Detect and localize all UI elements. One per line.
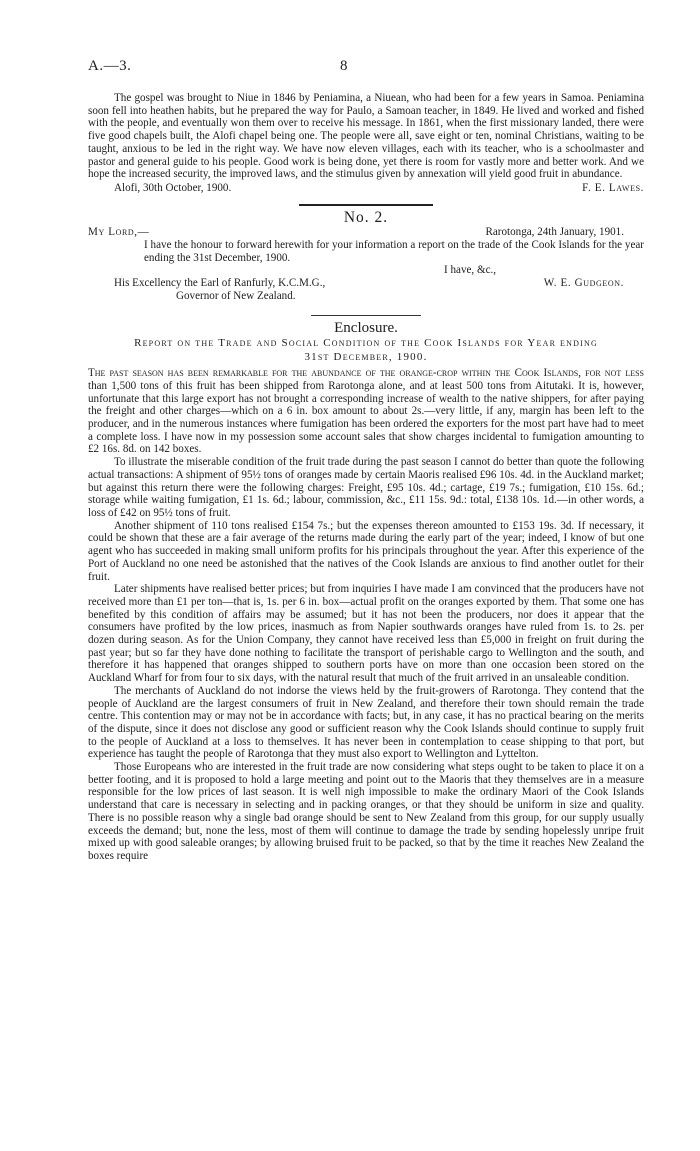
report-paragraph: The past season has been remarkable for the abundance of the orange-crop within the Cook Islands, for not less than 1,500 tons of this fruit has been shipped from Rarotonga alone, and at least 500 tons from Aitutaki. It is, however, unfortunate that this large export has not brought a corresponding increase of wealth to the native shippers, for after paying the freight and other charges—which on a 6 in. box amount to about 2s.—very little, if any, margin has been left to the producer, and in the numerous instances where fumigation has been ordered the exporters for the most part have had to meet a complete loss. I have now in my possession some account sales that show charges incidental to fumigation amounting to £2 16s. 8d. on 142 boxes. xyxy=(88,367,644,456)
page-content xyxy=(88,92,644,863)
niue-signature-row xyxy=(88,182,644,195)
page-number: 8 xyxy=(340,58,348,74)
enclosure-divider xyxy=(311,315,421,316)
niue-paragraph: The gospel was brought to Niue in 1846 by Peniamina, a Niuean, who had been for a few years in Samoa. Peniamina soon fell into heathen habits, but he prepared the way for Paulo, a Samoan teacher, in 1849. He lived and worked and fished with the people, and eventually won them over to receive his message. In 1861, when the first missionary landed, there were five good chapels built, the Alofi chapel being one. The people were all, save eight or ten, nominal Christians, waiting to be taught, anxious to be led in the right way. We have now eleven villages, each with its teacher, who is a schoolmaster and pastor and general guide to his people. Good work is being done, yet there is room for vastly more and better work. And we hope the increased security, the improved laws, and the stimulus given by annexation will yield good fruit in abundance. xyxy=(88,92,644,181)
letter-signature-row xyxy=(88,277,644,290)
letter-signature: W. E. Gudgeon. xyxy=(543,277,624,290)
report-paragraph: The merchants of Auckland do not indorse the views held by the fruit-growers of Rarotonga. They contend that the people of Auckland are the largest consumers of fruit in New Zealand, and therefore their town should remain the trade centre. This contention may or may not be in accordance with facts; but, in any case, it has no practical bearing on the merits of the dispute, since it does not disclose any good or sufficient reason why the Cook Islands should continue to supply fruit to the people of Auckland at a loss to themselves. It has never been in contemplation to cease shipping to that port, but experience has taught the people of Rarotonga that they must also export to Wellington and Lyttelton. xyxy=(88,684,644,761)
report-paragraph: Those Europeans who are interested in the fruit trade are now considering what steps ought to be taken to place it on a better footing, and it is proposed to hold a large meeting and point out to the Maoris that they themselves are in a measure responsible for the low prices of last season. It is well nigh impossible to make the ordinary Maori of the Cook Islands understand that care is necessary in selecting and in packing oranges, or that they should be uniform in size and quality. There is no possible reason why a single bad orange should be sent to New Zealand from this group, for our supply usually exceeds the demand; but, none the less, most of them will continue to damage the trade by sending hopelessly unripe fruit mixed up with good saleable oranges; by allowing bruised fruit to be packed, so that by the time it reaches New Zealand the boxes require xyxy=(88,761,644,862)
document-reference: A.—3. xyxy=(88,58,132,74)
report-paragraph: To illustrate the miserable condition of the fruit trade during the past season I cannot do better than quote the following actual transactions: A shipment of 95½ tons of oranges made by certain Maoris realised £96 10s. 4d. in the Auckland market; but against this return there were the following charges: Freight, £95 10s. 4d.; cartage, £19 7s.; fumigation, £10 15s. 6d.; storage while waiting fumigation, £1 1s. 6d.; labour, commission, &c., £11 15s. 9d.: total, £138 10s. 1d.—in other words, a loss of £42 on 95½ tons of fruit. xyxy=(88,456,644,519)
report-paragraph: Later shipments have realised better prices; but from inquiries I have made I am convinced that the producers have not received more than £1 per ton—that is, 1s. per 6 in. box—actual profit on the oranges exported by them. That some one has benefited by this condition of affairs may be assumed; but it has not been the producers, nor does it appear that the consumers have profited by the low prices, inasmuch as from Napier southwards oranges have ruled from 1s. to 2s. per dozen during season. As for the Union Company, they cannot have received less than £5,000 in freight on fruit during the past year; but so far they have done nothing to facilitate the transport of perishable cargo to Wellington and the south, and therefore it has happened that oranges shipped to southern ports have on more than one occasion been stored on the Auckland Wharf for from four to six days, with the natural result that much of the fruit arrived in an unsaleable condition. xyxy=(88,583,644,685)
letter-salutation: My Lord,— xyxy=(88,226,150,239)
report-title-line1: Report on the Trade and Social Condition of the Cook Islands for Year ending xyxy=(134,337,598,350)
enclosure-title: Enclosure. xyxy=(334,319,398,336)
report-paragraph: Another shipment of 110 tons realised £154 7s.; but the expenses thereon amounted to £153 19s. 3d. If necessary, it could be shown that these are a fair average of the returns made during the early part of the year; indeed, I know of but one agent who has succeeded in making small uniform profits for his principals throughout the year. After this experience of the Port of Auckland no one need be astonished that the natives of the Cook Islands are anxious to find another outlet for their fruit. xyxy=(88,519,644,583)
letter-addressee-line1: His Excellency the Earl of Ranfurly, K.C.M.G., xyxy=(114,277,326,290)
report-title xyxy=(88,337,644,364)
letter-body: I have the honour to forward herewith for your information a report on the trade of the Cook Islands for the year ending the 31st December, 1900. xyxy=(144,239,644,264)
report-title-line2: 31st December, 1900. xyxy=(304,350,428,363)
letter-heading: No. 2. xyxy=(343,208,389,226)
niue-signature: F. E. Lawes. xyxy=(582,181,644,194)
letter-addressee-line2: Governor of New Zealand. xyxy=(176,289,296,302)
letter-closing: I have, &c., xyxy=(444,264,497,277)
niue-place-date: Alofi, 30th October, 1900. xyxy=(114,181,232,194)
letter-place-date: Rarotonga, 24th January, 1901. xyxy=(485,226,624,239)
section-divider xyxy=(299,204,433,206)
letter-opening-row xyxy=(88,226,644,239)
page-header xyxy=(88,58,640,78)
